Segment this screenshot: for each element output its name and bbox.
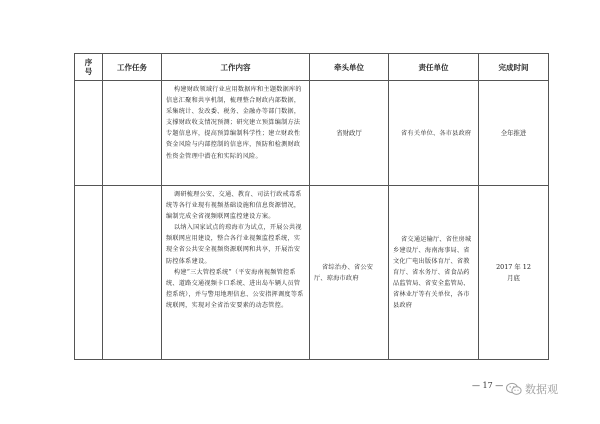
row2-lead: 省综治办、省公安厅、琼海市政府 <box>310 186 389 360</box>
header-content: 工作内容 <box>162 54 310 81</box>
watermark <box>506 381 558 397</box>
row2-responsible: 省交通运输厅、省住房城乡建设厅、海南海事局、省文化广电出版体育厅、省教育厅、省水务厅、省食品药品监管局、省安全监管局、省林业厅等有关单位，各市县政府 <box>389 186 479 360</box>
row2-seq <box>75 186 103 360</box>
header-lead: 牵头单位 <box>310 54 389 81</box>
table-row <box>75 186 549 360</box>
header-seq-text: 序号 <box>84 58 93 76</box>
page-number: — 17 — <box>472 381 504 390</box>
row2-content <box>162 186 310 360</box>
row1-lead: 省财政厅 <box>310 81 389 186</box>
table-header-row <box>75 54 549 81</box>
row1-responsible: 省有关单位、各市县政府 <box>389 81 479 186</box>
row2-deadline-line2: 月底 <box>507 273 520 282</box>
header-responsible: 责任单位 <box>389 54 479 81</box>
row1-deadline: 全年推进 <box>479 81 549 186</box>
work-task-table <box>74 53 549 360</box>
header-task: 工作任务 <box>103 54 162 81</box>
wechat-icon <box>506 382 522 396</box>
row2-deadline-line1: 2017 年 12 <box>496 262 531 271</box>
row1-content: 构建财政领域行业应用数据库和主题数据库的信息汇聚和共享机制，梳理整合财政内部数据，采集统计、发改委、税务、金融办等部门数据，支撑财政收支情况预测；研究建立预算编制方法专题信息库，提高预算编制科学性；建立财政性资金风险与内部控制的信息库，预防和检测财政性资金管理中潜在和实际的风险。 <box>162 81 310 186</box>
row2-task <box>103 186 162 360</box>
row2-content-para2: 以纳入国家试点的琼海市为试点，开展公共视频联网应用建设，整合各行业视频监控系统，实现全省公共安全视频资源联网和共享，开展治安防控体系建设。 <box>166 224 302 265</box>
table-row <box>75 81 549 186</box>
row2-content-para1: 调研梳理公安、交通、教育、司法行政戒毒系统等各行业现有视频基础设施和信息资源情况，编制完成全省视频联网监控建设方案。 <box>166 191 302 221</box>
row1-seq <box>75 81 103 186</box>
row2-content-para3: 构建“三大管控系统”（平安海南视频管控系统、道路交通视频卡口系统、进出岛车辆人员管控系统），并与警用地理信息、公安指挥调度等系统联网，实现对全省治安要素的动态管控。 <box>166 268 304 309</box>
header-deadline: 完成时间 <box>479 54 549 81</box>
header-seq <box>75 54 103 81</box>
row2-deadline <box>479 186 549 360</box>
row1-task <box>103 81 162 186</box>
watermark-text: 数据观 <box>525 383 558 396</box>
